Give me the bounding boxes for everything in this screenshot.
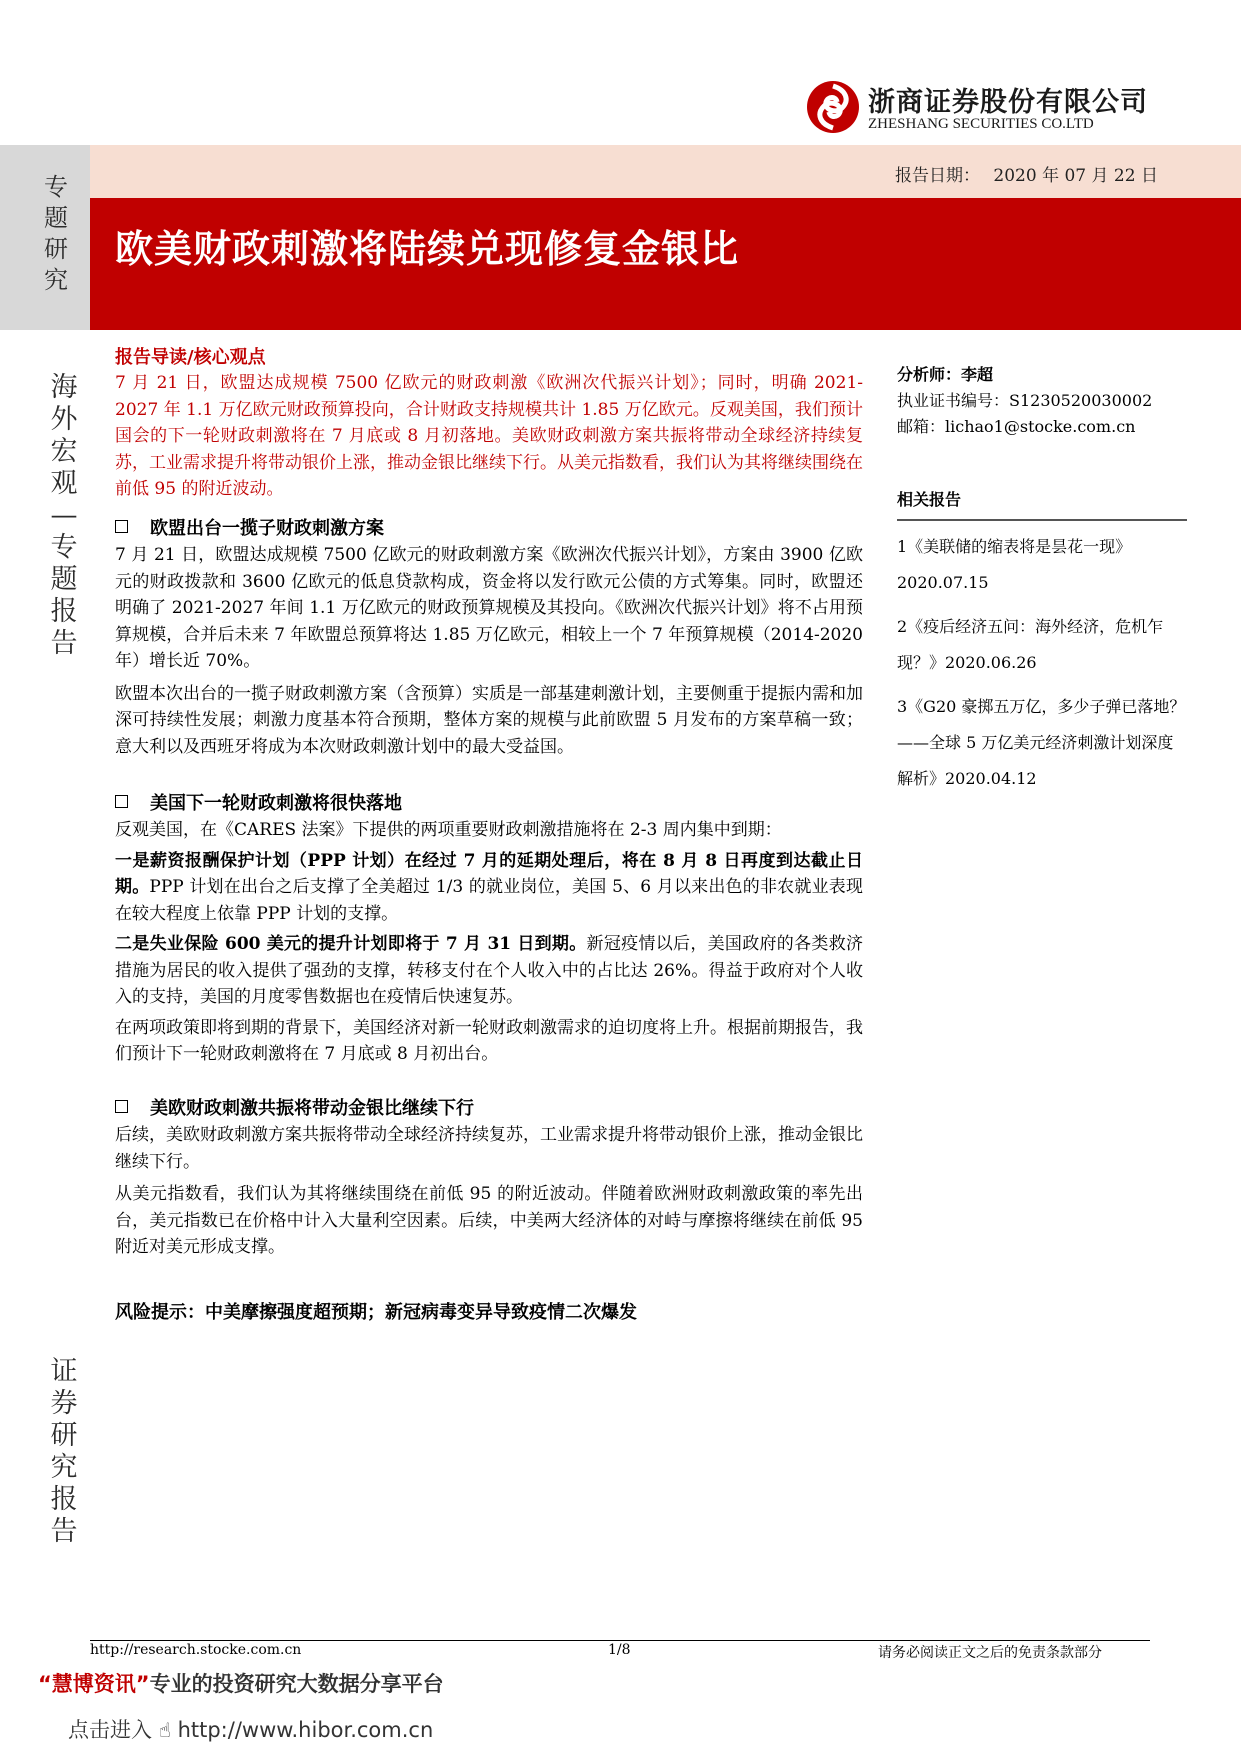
paragraph: 反观美国，在《CARES 法案》下提供的两项重要财政刺激措施将在 2-3 周内集中到期：	[115, 820, 782, 840]
side-label-bottom: 证券研究报告	[50, 1356, 78, 1547]
paragraph: 7 月 21 日，欧盟达成规模 7500 亿欧元的财政刺激方案《欧洲次代振兴计划》，方案由 3900 亿欧元的财政拨款和 3600 亿欧元的低息贷款构成，资金将以发行欧元公债的方式筹集。同时，欧盟还明确了 2021-2027 年间 1.1 万亿欧元的财政预算规模及其投向。《欧洲次代振兴计划》将不占用预算规模，合并后未来 7 年欧盟总预算将达 1.85 万亿欧元，相较上一个 7 年预算规模（2014-2020 年）增长近 70%。	[115, 545, 863, 671]
paragraph: 欧盟本次出台的一揽子财政刺激方案（含预算）实质是一部基建刺激计划，主要侧重于提振内需和加深可持续性发展；刺激力度基本符合预期，整体方案的规模与此前欧盟 5 月发布的方案草稿一致；意大利以及西班牙将成为本次财政刺激计划中的最大受益国。	[115, 683, 863, 757]
report-date-label: 报告日期：	[895, 166, 980, 186]
checkbox-bullet-icon	[115, 1100, 128, 1113]
footer-url[interactable]: http://research.stocke.com.cn	[90, 1642, 302, 1658]
related-heading: 相关报告	[897, 490, 962, 509]
promo-line-1	[38, 1668, 444, 1698]
paragraph: 后续，美欧财政刺激方案共振将带动全球经济持续复苏，工业需求提升将带动银价上涨，推动金银比继续下行。	[115, 1125, 863, 1172]
section-2-body	[115, 817, 863, 1068]
promo-brand: “慧博资讯”	[38, 1672, 150, 1696]
checkbox-bullet-icon	[115, 795, 128, 808]
page-title: 欧美财政刺激将陆续兑现修复金银比	[115, 227, 740, 271]
section-heading-2: 美国下一轮财政刺激将很快落地	[115, 789, 402, 815]
company-name-en: ZHESHANG SECURITIES CO.LTD	[868, 116, 1094, 132]
paragraph: 从美元指数看，我们认为其将继续围绕在前低 95 的附近波动。伴随着欧洲财政刺激政策的率先出台，美元指数已在价格中计入大量利空因素。后续，中美两大经济体的对峙与摩擦将继续在前低 95 附近对美元形成支撑。	[115, 1184, 863, 1257]
analyst-email: 邮箱：lichao1@stocke.com.cn	[897, 417, 1136, 436]
related-item[interactable]: 3《G20 豪掷五万亿，多少子弹已落地？——全球 5 万亿美元经济刺激计划深度解析》2020.04.12	[897, 697, 1186, 788]
checkbox-bullet-icon	[115, 520, 128, 533]
promo-prefix: 点击进入	[68, 1718, 152, 1742]
related-item[interactable]: 1《美联储的缩表将是昙花一现》2020.07.15	[897, 537, 1132, 592]
pointer-hand-icon: ☝	[158, 1718, 171, 1742]
section-heading-1: 欧盟出台一揽子财政刺激方案	[115, 514, 384, 540]
category-label: 专题研究	[44, 173, 68, 294]
promo-tagline: 专业的投资研究大数据分享平台	[149, 1672, 444, 1696]
related-divider	[897, 519, 1187, 521]
section-heading-3: 美欧财政刺激共振将带动金银比继续下行	[115, 1094, 474, 1120]
analyst-name: 分析师：李超	[897, 365, 994, 384]
section-3-body	[115, 1122, 863, 1261]
report-date-value: 2020 年 07 月 22 日	[993, 166, 1158, 186]
bold-lead: 二是失业保险 600 美元的提升计划即将于 7 月 31 日到期。	[115, 934, 587, 954]
related-item[interactable]: 2《疫后经济五问：海外经济，危机乍现？》2020.06.26	[897, 617, 1164, 672]
analyst-cert: 执业证书编号：S1230520030002	[897, 391, 1153, 410]
side-label-top: 海外宏观—专题报告	[50, 372, 78, 659]
footer-page: 1/8	[608, 1642, 631, 1658]
paragraph: 在两项政策即将到期的背景下，美国经济对新一轮财政刺激需求的迫切度将上升。根据前期报告，我们预计下一轮财政刺激将在 7 月底或 8 月初出台。	[115, 1017, 863, 1064]
footer-disclaimer: 请务必阅读正文之后的免责条款部分	[878, 1645, 1102, 1661]
report-date	[895, 161, 1158, 186]
promo-link[interactable]: http://www.hibor.com.cn	[177, 1718, 434, 1742]
lead-text: 7 月 21 日，欧盟达成规模 7500 亿欧元的财政刺激《欧洲次代振兴计划》；同时，明确 2021-2027 年 1.1 万亿欧元财政预算投向，合计财政支持规模共计 1.85 万亿欧元。反观美国，我们预计国会的下一轮财政刺激将在 7 月底或 8 月初落地。美欧财政刺激方案共振将带动全球经济持续复苏，工业需求提升将带动银价上涨，推动金银比继续下行。从美元指数看，我们认为其将继续围绕在前低 95 的附近波动。	[115, 373, 863, 499]
section-1-body	[115, 542, 863, 760]
paragraph: 二是失业保险 600 美元的提升计划即将于 7 月 31 日到期。新冠疫情以后，美国政府的各类救济措施为居民的收入提供了强劲的支撑，转移支付在个人收入中的占比达 26%。得益于政府对个人收入的支持，美国的月度零售数据也在疫情后快速复苏。	[115, 934, 864, 1007]
analyst-box	[897, 362, 1187, 440]
footer-divider	[90, 1640, 1150, 1641]
lead-heading: 报告导读/核心观点	[115, 347, 266, 368]
promo-line-2[interactable]	[68, 1714, 433, 1744]
paragraph: 一是薪资报酬保护计划（PPP 计划）在经过 7 月的延期处理后，将在 8 月 8 日再度到达截止日期。PPP 计划在出台之后支撑了全美超过 1/3 的就业岗位，美国 5、6 月以来出色的非农就业表现在较大程度上依靠 PPP 计划的支撑。	[115, 850, 864, 924]
bold-lead: 一是薪资报酬保护计划（PPP 计划）在经过 7 月的延期处理后，将在 8 月 8 日再度到达截止日期。	[115, 850, 863, 897]
risk-warning: 风险提示：中美摩擦强度超预期；新冠病毒变异导致疫情二次爆发	[115, 1302, 637, 1323]
company-logo-icon	[806, 80, 860, 134]
company-name-cn: 浙商证券股份有限公司	[868, 87, 1148, 118]
related-reports	[897, 487, 1187, 797]
